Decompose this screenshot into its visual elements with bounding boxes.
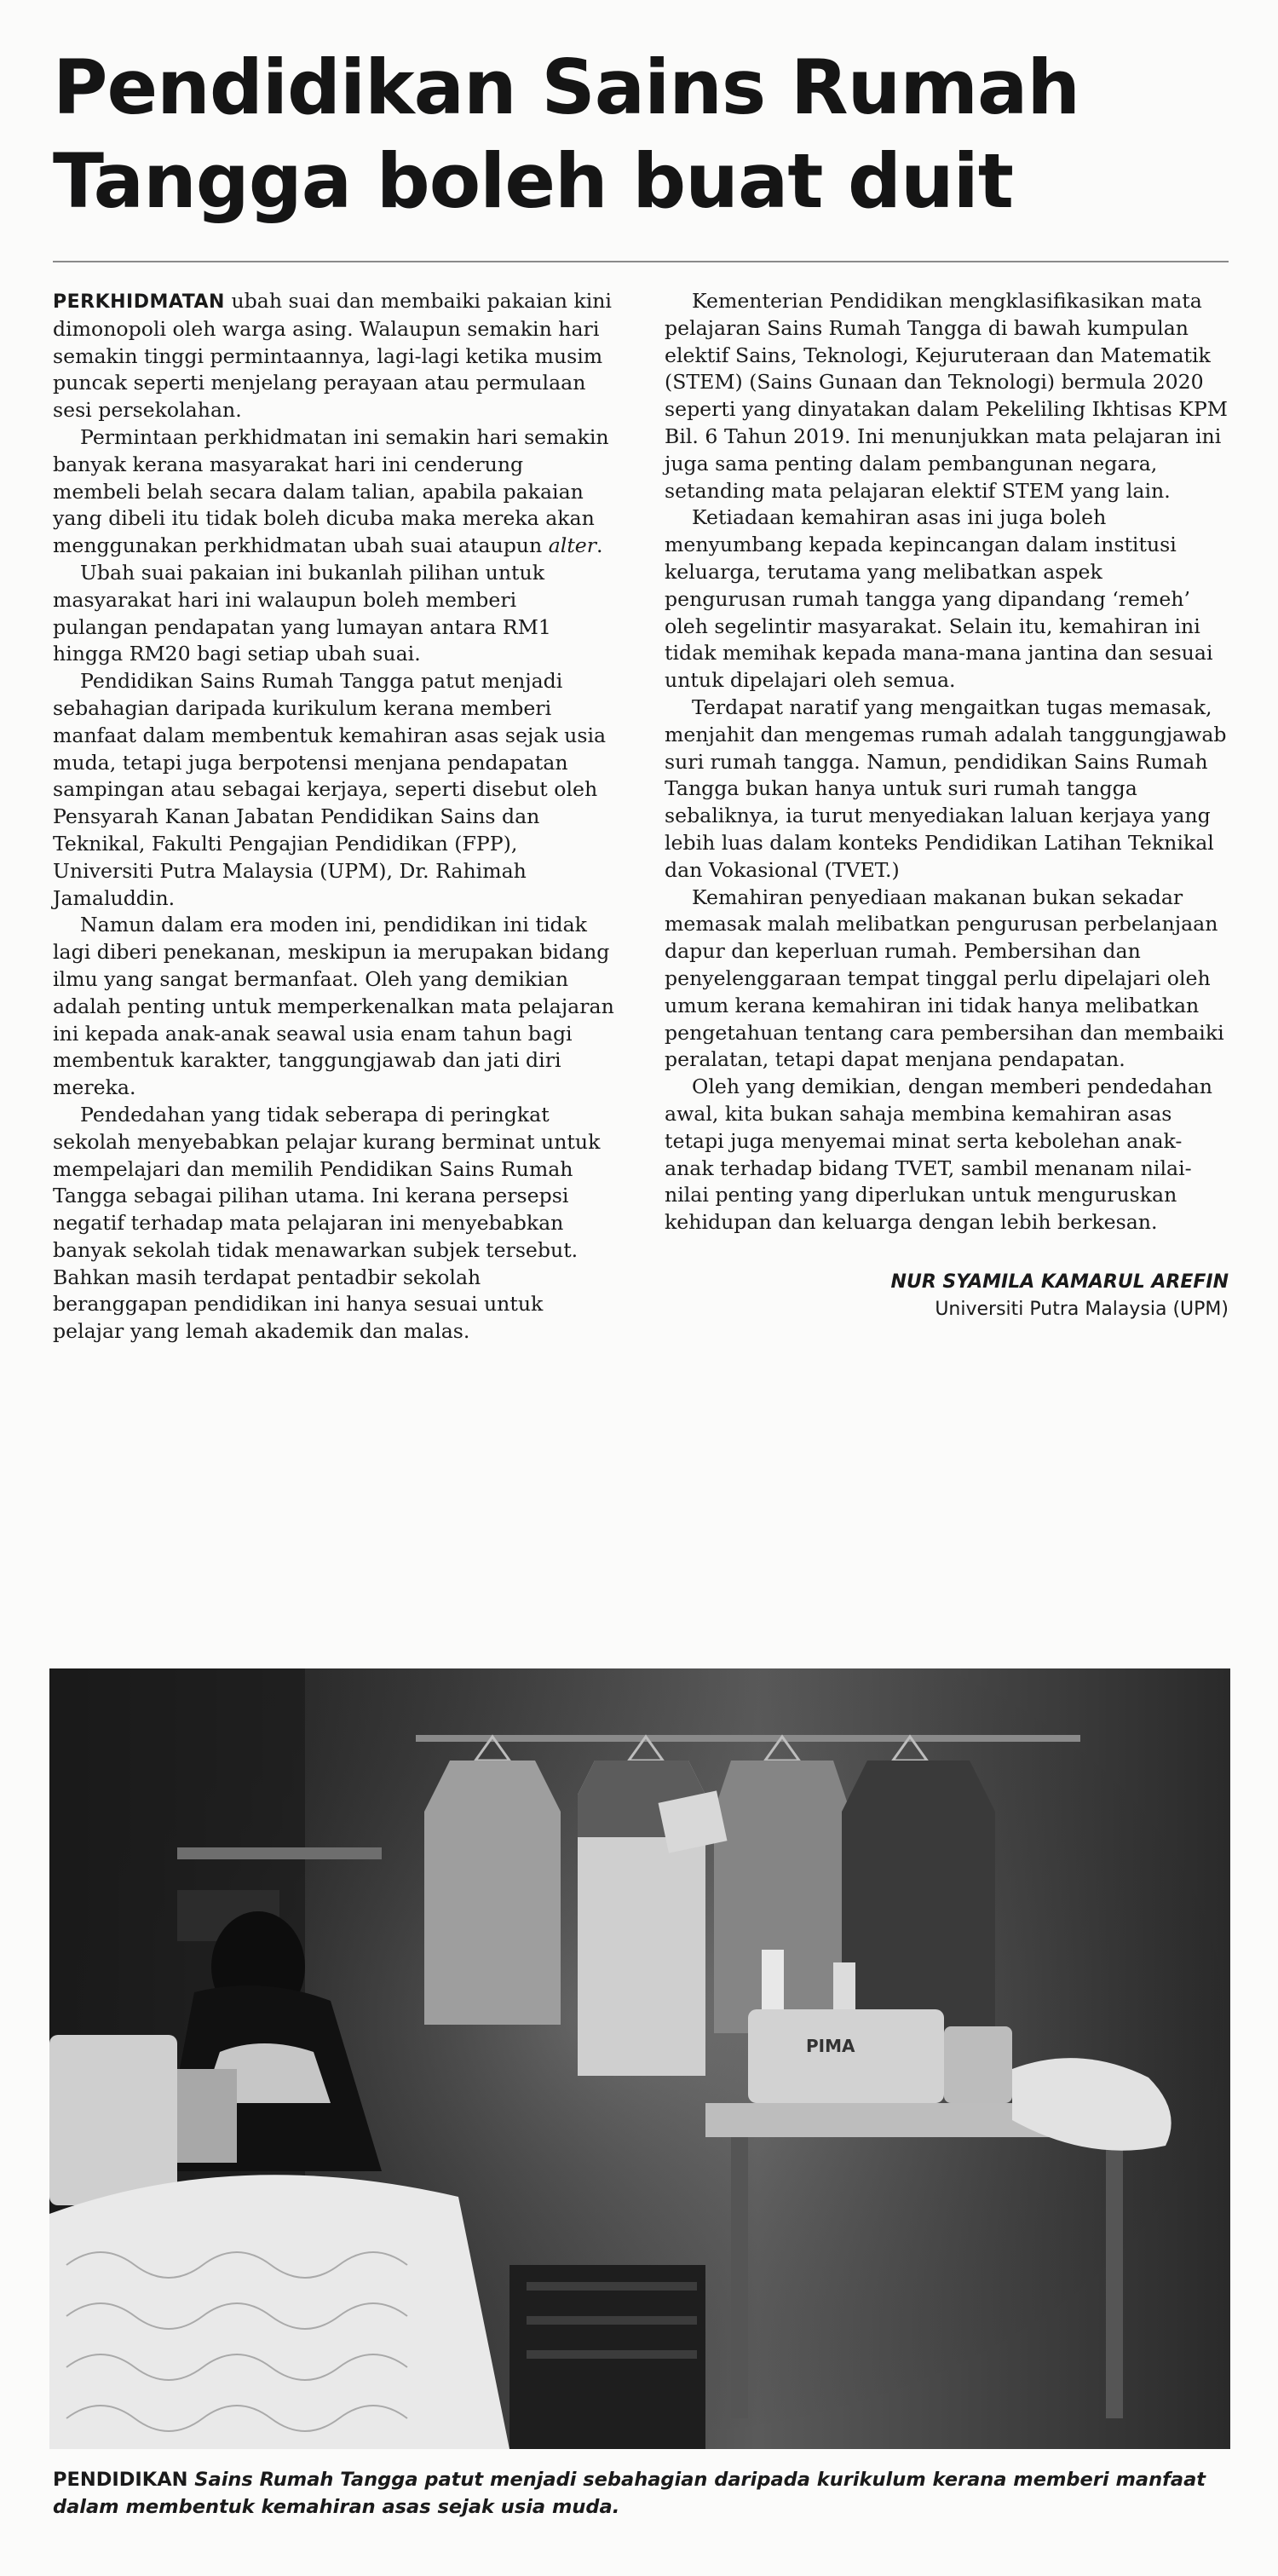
caption-lead: PENDIDIKAN: [53, 2469, 188, 2491]
paragraph: Pendidikan Sains Rumah Tangga patut menjadi sebahagian daripada kurikulum kerana memberi manfaat dalam membentuk kemahiran asas sejak usia muda, tetapi juga berpotensi menjana pendapatan sampingan atau sebagai kerjaya, seperti disebut oleh Pensyarah Kanan Jabatan Pendidikan Sains dan Teknikal, Fakulti Pengajian Pendidikan (FPP), Universiti Putra Malaysia (UPM), Dr. Rahimah Jamaluddin.: [53, 669, 607, 910]
paragraph: Namun dalam era moden ini, pendidikan ini tidak lagi diberi penekanan, meskipun ia merupakan bidang ilmu yang sangat bermanfaat. Oleh yang demikian adalah penting untuk memperkenalkan mata pelajaran ini kepada anak-anak seawal usia enam tahun bagi membentuk karakter, tanggungjawab dan jati diri mereka.: [53, 913, 614, 1100]
paragraph-text: Permintaan perkhidmatan ini semakin hari semakin banyak kerana masyarakat hari ini cenderung membeli belah secara dalam talian, apabila pakaian yang dibeli itu tidak boleh dicuba maka mereka akan menggunakan perkhidmatan ubah suai ataupun: [53, 424, 609, 558]
paragraph: [53, 288, 617, 424]
paragraph: Terdapat naratif yang mengaitkan tugas memasak, menjahit dan mengemas rumah adalah tanggungjawab suri rumah tangga. Namun, pendidikan Sains Rumah Tangga bukan hanya untuk suri rumah tangga sebaliknya, ia turut menyediakan laluan kerjaya yang lebih luas dalam konteks Pendidikan Latihan Teknikal dan Vokasional (TVET.): [665, 694, 1227, 882]
author-affiliation: Universiti Putra Malaysia (UPM): [935, 1298, 1229, 1320]
paragraph: Oleh yang demikian, dengan memberi pendedahan awal, kita bukan sahaja membina kemahiran asas tetapi juga menyemai minat serta kebolehan anak-anak terhadap bidang TVET, sambil menanam nilai-nilai penting yang diperlukan untuk menguruskan kehidupan dan keluarga dengan lebih berkesan.: [665, 1075, 1213, 1235]
article-column-left: [53, 288, 617, 1346]
caption-text: Sains Rumah Tangga patut menjadi sebahagian daripada kurikulum kerana memberi manfaat dalam membentuk kemahiran asas sejak usia muda.: [53, 2469, 1206, 2518]
paragraph: Ketiadaan kemahiran asas ini juga boleh menyumbang kepada kepincangan dalam institusi keluarga, terutama yang melibatkan aspek pengurusan rumah tangga yang dipandang ‘remeh’ oleh segelintir masyarakat. Selain itu, kemahiran ini tidak memihak kepada mana-mana jantina dan sesuai untuk dipelajari oleh semua.: [665, 505, 1213, 693]
paragraph-text: ubah suai dan membaiki pakaian kini dimonopoli oleh warga asing. Walaupun semakin hari semakin tinggi permintaannya, lagi-lagi ketika musim puncak seperti menjelang perayaan atau permulaan sesi persekolahan.: [53, 289, 612, 423]
article-body: [53, 288, 1229, 1346]
paragraph: Ubah suai pakaian ini bukanlah pilihan untuk masyarakat hari ini walaupun boleh memberi pulangan pendapatan yang lumayan antara RM1 hingga RM20 bagi setiap ubah suai.: [53, 560, 551, 666]
article-column-right: [665, 288, 1229, 1346]
paragraph-end: .: [596, 533, 603, 558]
paragraph: Kemahiran penyediaan makanan bukan sekadar memasak malah melibatkan pengurusan perbelanjaan dapur dan keperluan rumah. Pembersihan dan penyelenggaraan tempat tinggal perlu dipelajari oleh umum kerana kemahiran ini tidak hanya melibatkan pengetahuan tentang cara pembersihan dan membaiki peralatan, tetapi dapat menjana pendapatan.: [665, 885, 1224, 1072]
paragraph: Kementerian Pendidikan mengklasifikasikan mata pelajaran Sains Rumah Tangga di bawah kumpulan elektif Sains, Teknologi, Kejuruteraan dan Matematik (STEM) (Sains Gunaan dan Teknologi) bermula 2020 seperti yang dinyatakan dalam Pekeliling Ikhtisas KPM Bil. 6 Tahun 2019. Ini menunjukkan mata pelajaran ini juga sama penting dalam pembangunan negara, setanding mata pelajaran elektif STEM yang lain.: [665, 289, 1228, 503]
headline-line-2: Tangga boleh buat duit: [53, 137, 1013, 225]
machine-brand-label: PIMA: [806, 2036, 855, 2056]
lead-word: PERKHIDMATAN: [53, 291, 225, 313]
photo-caption: [53, 2466, 1229, 2521]
italic-term: alter: [548, 533, 597, 558]
paragraph: [53, 424, 617, 560]
byline: [665, 1269, 1229, 1323]
headline-line-1: Pendidikan Sains Rumah: [53, 43, 1080, 131]
headline: [53, 41, 1229, 228]
article-photo: [49, 1668, 1230, 2449]
tailoring-workshop-illustration: [49, 1668, 1230, 2449]
headline-divider: [53, 261, 1229, 262]
paragraph: Pendedahan yang tidak seberapa di peringkat sekolah menyebabkan pelajar kurang berminat untuk mempelajari dan memilih Pendidikan Sains Rumah Tangga sebagai pilihan utama. Ini kerana persepsi negatif terhadap mata pelajaran ini menyebabkan banyak sekolah tidak menawarkan subjek tersebut. Bahkan masih terdapat pentadbir sekolah beranggapan pendidikan ini hanya sesuai untuk pelajar yang lemah akademik dan malas.: [53, 1102, 601, 1344]
author-name: NUR SYAMILA KAMARUL AREFIN: [890, 1271, 1229, 1293]
